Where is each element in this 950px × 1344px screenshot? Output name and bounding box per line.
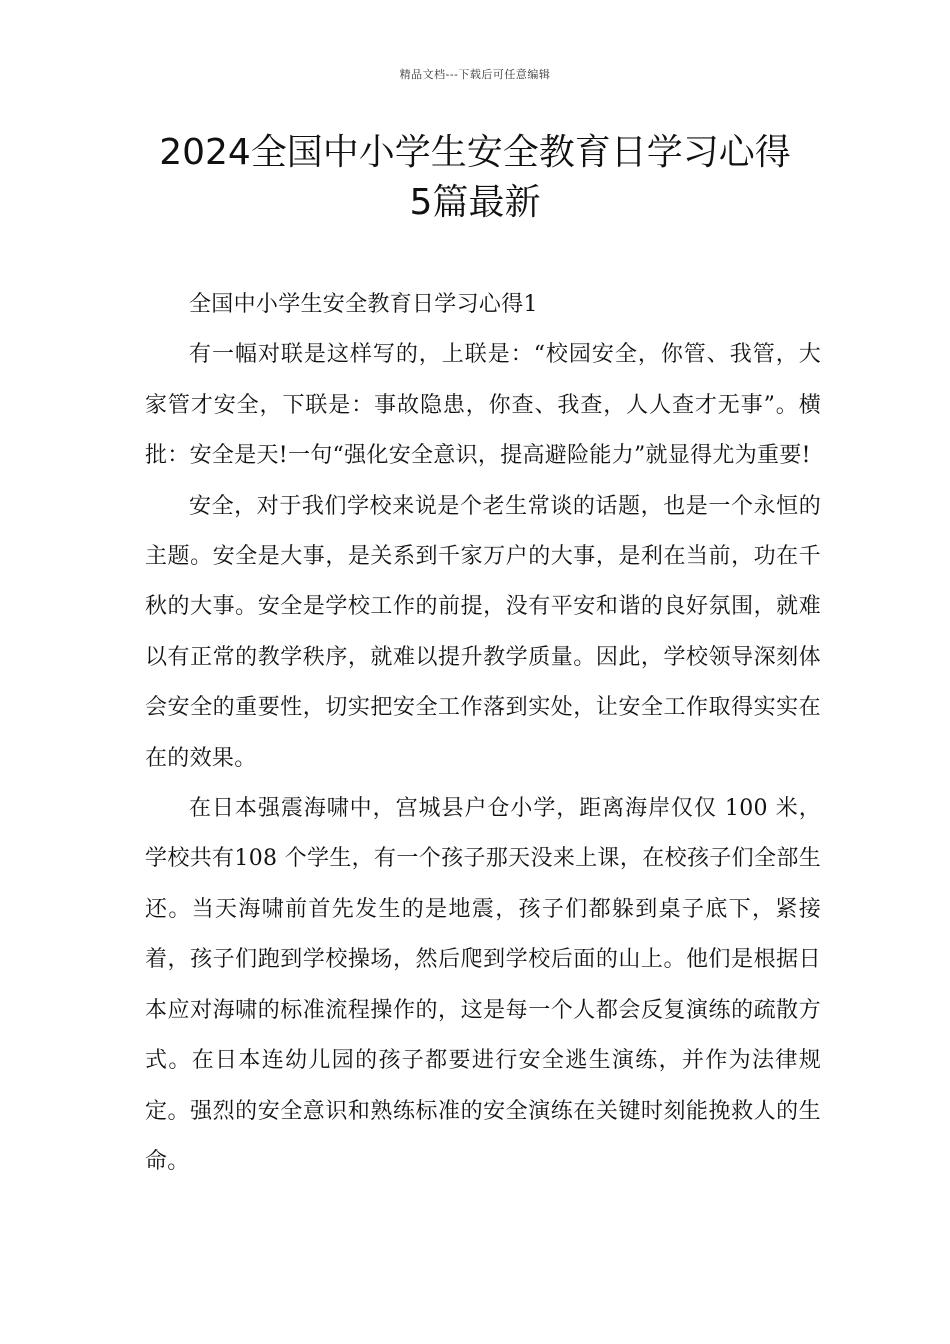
header-note: 精品文档---下载后可任意编辑 — [399, 68, 551, 81]
paragraph: 有一幅对联是这样写的，上联是：“校园安全，你管、我管，大家管才安全，下联是：事故隐患，你查、我查，人人查才无事”。横批：安全是天!一句“强化安全意识，提高避险能力”就显得尤为重要! — [145, 342, 821, 469]
document-title — [100, 128, 850, 228]
paragraph: 安全，对于我们学校来说是个老生常谈的话题，也是一个永恒的主题。安全是大事，是关系到千家万户的大事，是利在当前，功在千秋的大事。安全是学校工作的前提，没有平安和谐的良好氛围，就难以有正常的教学秩序，就难以提升教学质量。因此，学校领导深刻体会安全的重要性，切实把安全工作落到实处，让安全工作取得实实在在的效果。 — [145, 493, 821, 771]
document-title-line-1: 2024全国中小学生安全教育日学习心得 — [159, 132, 791, 173]
paragraph: 在日本强震海啸中，宫城县户仓小学，距离海岸仅仅 100 米，学校共有108 个学生，有一个孩子那天没来上课，在校孩子们全部生还。当天海啸前首先发生的是地震，孩子们都躲到桌子底下，紧接着，孩子们跑到学校操场，然后爬到学校后面的山上。他们是根据日本应对海啸的标准流程操作的，这是每一个人都会反复演练的疏散方式。在日本连幼儿园的孩子都要进行安全逃生演练，并作为法律规定。强烈的安全意识和熟练标准的安全演练在关键时刻能挽救人的生命。 — [145, 796, 821, 1174]
section-heading: 全国中小学生安全教育日学习心得1 — [189, 292, 538, 317]
document-title-line-2: 5篇最新 — [409, 182, 541, 223]
document-body — [145, 280, 821, 1187]
